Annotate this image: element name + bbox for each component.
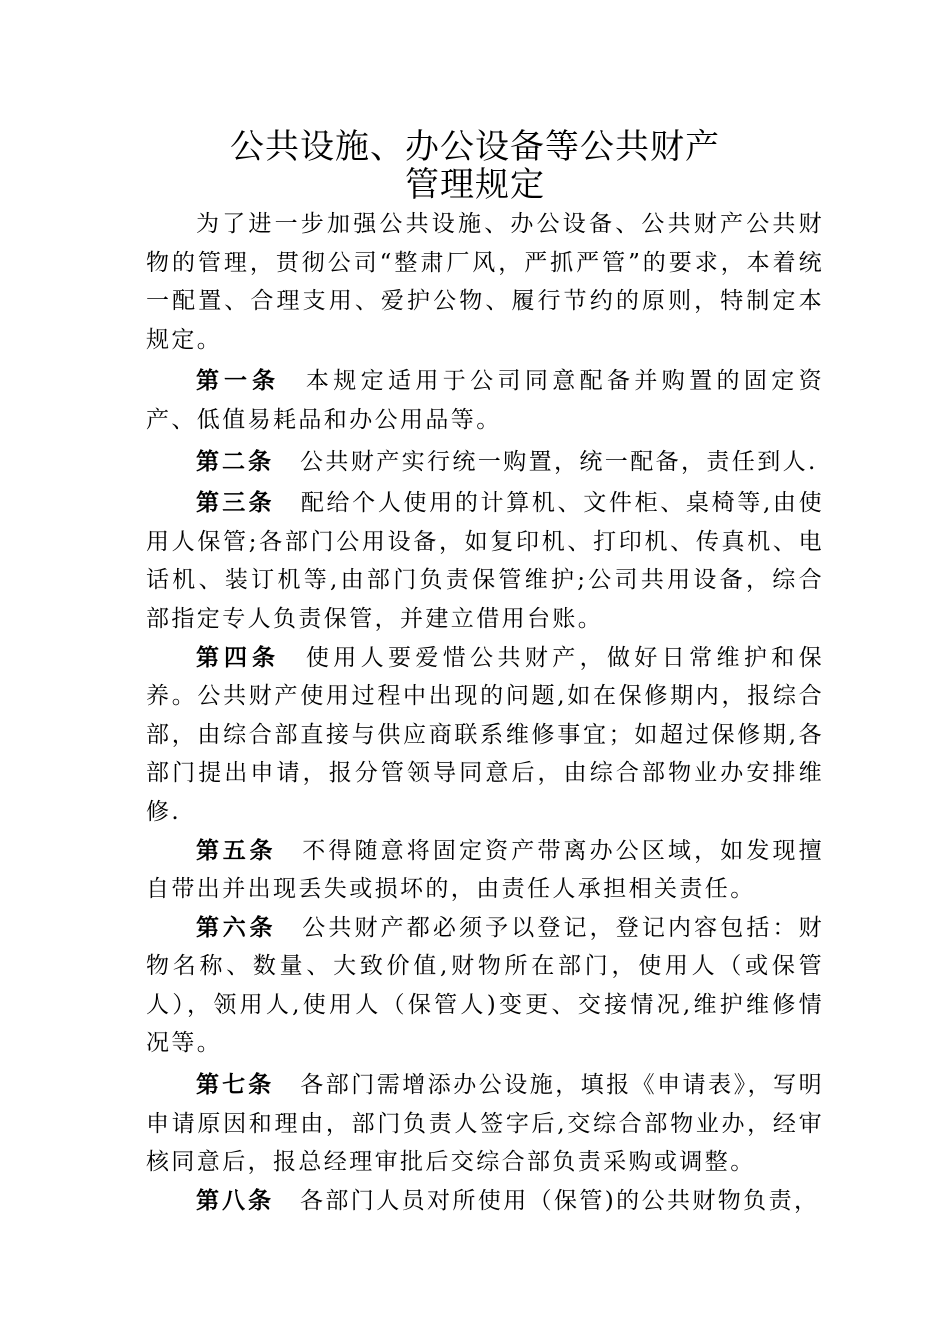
article-8 — [146, 1182, 824, 1221]
article-1 — [146, 362, 824, 439]
article-3 — [146, 484, 824, 638]
document-body — [146, 205, 824, 1220]
article-text: 公共财产实行统一购置，统一配备，责任到人. — [300, 448, 818, 475]
article-6 — [146, 909, 824, 1063]
article-text: 不得随意将固定资产带离办公区域，如发现擅自带出并出现丢失或损坏的，由责任人承担相关责任。 — [146, 837, 825, 903]
document-title-line1: 公共设施、办公设备等公共财产 — [230, 127, 720, 167]
article-7 — [146, 1066, 824, 1182]
article-label: 第七条 — [196, 1071, 275, 1099]
article-text: 各部门人员对所使用（保管)的公共财物负责， — [300, 1187, 820, 1214]
article-label: 第六条 — [196, 913, 277, 941]
article-label: 第二条 — [196, 447, 274, 475]
intro-paragraph: 为了进一步加强公共设施、办公设备、公共财产公共财物的管理，贯彻公司“整肃厂风，严抓严管”的要求，本着统一配置、合理支用、爱护公物、履行节约的原则，特制定本规定。 — [146, 211, 824, 353]
article-text: 公共财产都必须予以登记，登记内容包括：财物名称、数量、大致价值,财物所在部门，使用人（或保管人），领用人,使用人（保管人)变更、交接情况,维护维修情况等。 — [146, 914, 825, 1057]
document-title-line2: 管理规定 — [405, 165, 545, 205]
article-2 — [146, 443, 824, 482]
article-label: 第四条 — [196, 643, 280, 671]
article-label: 第八条 — [196, 1186, 274, 1214]
article-text: 各部门需增添办公设施，填报《申请表》，写明申请原因和理由，部门负责人签字后,交综合部物业办，经审核同意后，报总经理审批后交综合部负责采购或调整。 — [146, 1072, 825, 1176]
article-text: 本规定适用于公司同意配备并购置的固定资产、低值易耗品和办公用品等。 — [146, 368, 824, 433]
article-text: 使用人要爱惜公共财产，做好日常维护和保养。公共财产使用过程中出现的问题,如在保修期内，报综合部，由综合部直接与供应商联系维修事宜；如超过保修期,各部门提出申请，报分管领导同意后，由综合部物业办安排维修. — [146, 644, 824, 825]
article-5 — [146, 832, 824, 909]
article-text: 配给个人使用的计算机、文件柜、桌椅等,由使用人保管;各部门公用设备，如复印机、打印机、传真机、电话机、装订机等,由部门负责保管维护;公司共用设备，综合部指定专人负责保管，并建立借用台账。 — [146, 490, 825, 632]
article-label: 第一条 — [196, 367, 280, 395]
article-label: 第五条 — [196, 836, 277, 864]
article-4 — [146, 639, 824, 832]
article-label: 第三条 — [196, 489, 275, 517]
